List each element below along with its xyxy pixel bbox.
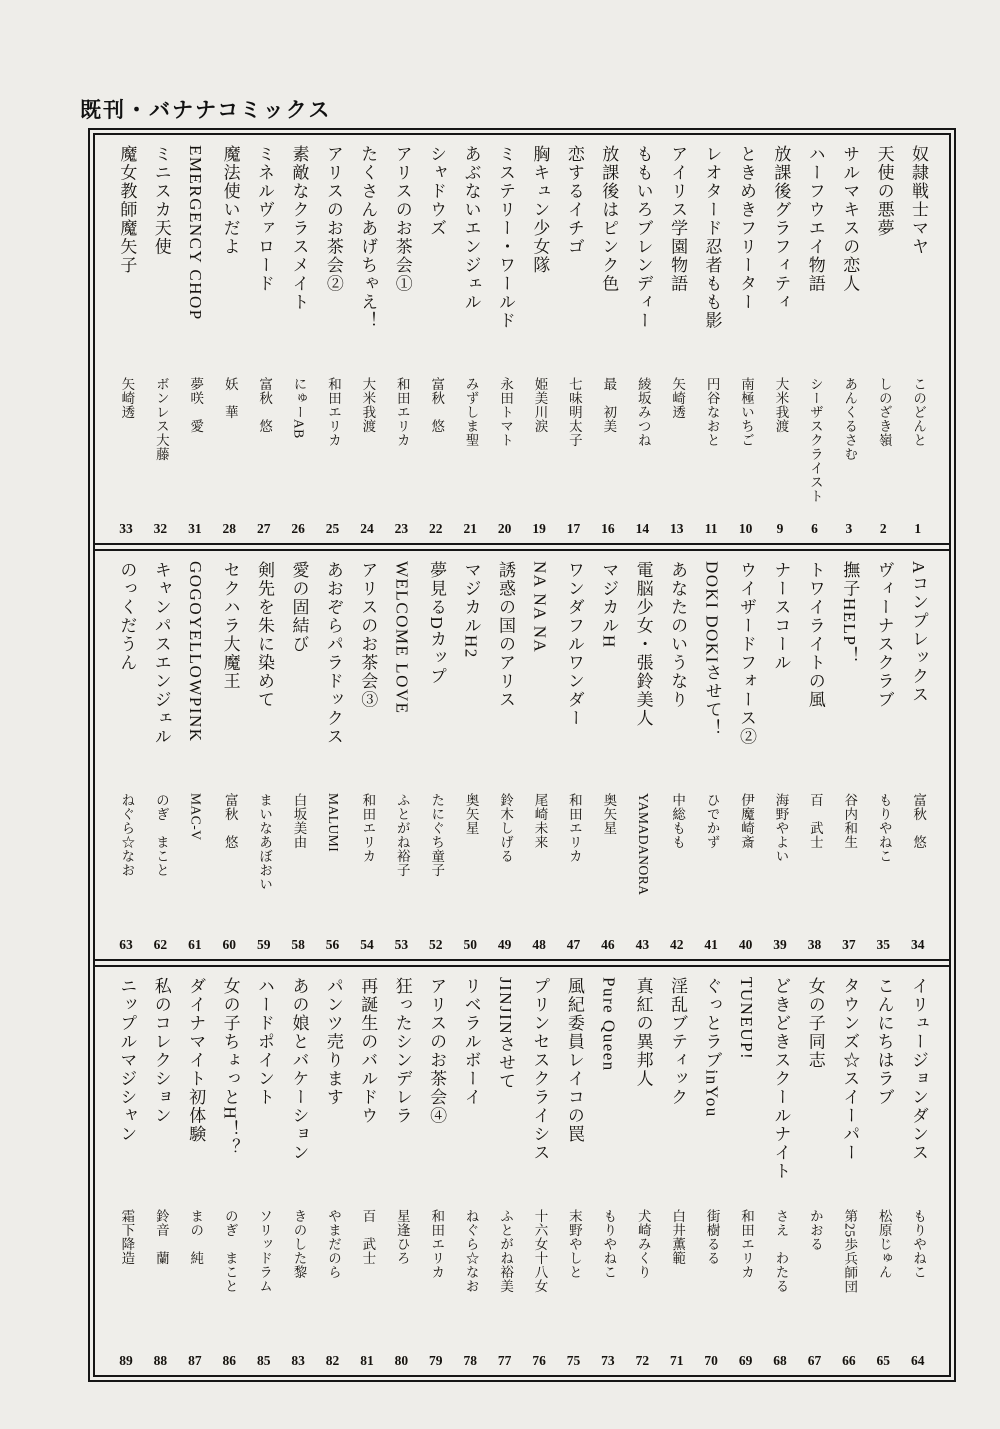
catalog-entry bbox=[318, 561, 348, 953]
book-title: プリンセスクライシス bbox=[530, 977, 550, 1162]
book-author: みずしま聖 bbox=[463, 377, 479, 447]
book-author: 妖 華 bbox=[222, 377, 238, 419]
book-title: ときめきフリーター bbox=[736, 145, 756, 312]
catalog-entry bbox=[662, 977, 692, 1369]
volume-number: 26 bbox=[291, 521, 305, 536]
book-title: レオタード忍者もも影 bbox=[702, 145, 722, 330]
volume-number: 75 bbox=[566, 1353, 581, 1368]
catalog-entry bbox=[318, 145, 348, 537]
catalog-entry bbox=[455, 145, 485, 537]
book-title: NA NA NA bbox=[530, 561, 550, 654]
volume-number: 82 bbox=[325, 1353, 340, 1368]
book-author: 和田エリカ bbox=[739, 1209, 755, 1279]
book-author: 鈴音 蘭 bbox=[153, 1209, 169, 1265]
catalog-entry bbox=[283, 977, 313, 1369]
volume-number: 6 bbox=[811, 521, 818, 536]
book-author: 矢崎透 bbox=[670, 377, 686, 419]
book-title: ワンダフルワンダー bbox=[564, 561, 584, 728]
volume-number: 71 bbox=[670, 1353, 684, 1368]
book-title: どきどきスクールナイト bbox=[771, 977, 791, 1181]
volume-number: 87 bbox=[188, 1353, 202, 1368]
book-author: 尾崎未来 bbox=[532, 793, 548, 849]
catalog-entry bbox=[386, 561, 416, 953]
catalog-entry bbox=[490, 561, 520, 953]
book-author: 白井薫範 bbox=[670, 1209, 686, 1265]
catalog-entry bbox=[111, 145, 141, 537]
book-title: 夢見るDカップ bbox=[427, 561, 447, 686]
catalog-entry bbox=[834, 977, 864, 1369]
book-title: ナースコール bbox=[771, 561, 791, 672]
catalog-entry bbox=[111, 561, 141, 953]
book-author: ボンレス大藤 bbox=[153, 377, 169, 461]
volume-number: 83 bbox=[291, 1353, 305, 1368]
catalog-entry bbox=[765, 977, 795, 1369]
book-author: 霜下降造 bbox=[119, 1209, 135, 1265]
volume-number: 1 bbox=[914, 521, 922, 536]
catalog-entry bbox=[352, 145, 382, 537]
book-title: 愛の固結び bbox=[289, 561, 309, 654]
book-title: サルマキスの恋人 bbox=[840, 145, 860, 293]
catalog-entry bbox=[455, 561, 485, 953]
catalog-entry bbox=[731, 561, 761, 953]
volume-number: 70 bbox=[704, 1353, 718, 1368]
book-author: 南極いちご bbox=[739, 377, 755, 447]
book-title: 撫子HELP！ bbox=[840, 561, 860, 665]
book-title: あの娘とバケーション bbox=[289, 977, 309, 1162]
volume-number: 2 bbox=[879, 521, 887, 536]
volume-number: 77 bbox=[497, 1353, 512, 1368]
catalog-entry bbox=[283, 145, 313, 537]
catalog-entry bbox=[180, 145, 210, 537]
volume-number: 10 bbox=[738, 521, 753, 536]
book-author: きのした黎 bbox=[291, 1209, 307, 1279]
book-author: もりやねこ bbox=[911, 1209, 927, 1279]
book-author: 犬崎みくり bbox=[635, 1209, 651, 1279]
book-author: 街樹るる bbox=[704, 1209, 720, 1265]
catalog-entry bbox=[558, 977, 588, 1369]
volume-number: 47 bbox=[566, 937, 581, 952]
book-author: 富秋 悠 bbox=[911, 793, 927, 849]
volume-number: 27 bbox=[256, 521, 271, 536]
catalog-entry bbox=[662, 145, 692, 537]
catalog-entry bbox=[524, 561, 554, 953]
book-author: 百 武士 bbox=[807, 793, 823, 849]
catalog-entry bbox=[421, 561, 451, 953]
book-author: かおる bbox=[807, 1209, 823, 1251]
book-title: GOGOYELLOWPINK bbox=[186, 561, 206, 743]
volume-number: 24 bbox=[360, 521, 374, 536]
book-author: 谷内和生 bbox=[842, 793, 858, 849]
book-title: ハードポイント bbox=[255, 977, 275, 1107]
catalog-entry bbox=[903, 977, 933, 1369]
catalog-entry bbox=[421, 977, 451, 1369]
volume-number: 17 bbox=[566, 521, 581, 536]
book-author: 星逢ひろ bbox=[394, 1209, 410, 1265]
book-title: EMERGENCY CHOP bbox=[186, 145, 206, 321]
book-title: ミニスカ天使 bbox=[151, 145, 171, 256]
volume-number: 72 bbox=[635, 1353, 650, 1368]
catalog-entry bbox=[180, 561, 210, 953]
volume-number: 48 bbox=[532, 937, 546, 952]
catalog-entry bbox=[696, 977, 726, 1369]
volume-number: 41 bbox=[704, 937, 718, 952]
volume-number: 34 bbox=[910, 937, 925, 952]
book-title: 放課後はピンク色 bbox=[599, 145, 619, 293]
book-author: にゅーAB bbox=[291, 377, 307, 439]
catalog-entry bbox=[386, 145, 416, 537]
book-title: WELCOME LOVE bbox=[392, 561, 412, 715]
volume-number: 13 bbox=[670, 521, 684, 536]
catalog-entry bbox=[249, 145, 279, 537]
catalog-entry bbox=[765, 145, 795, 537]
book-title: あなたのいうなり bbox=[668, 561, 688, 709]
book-title: ウイザードフォース② bbox=[736, 561, 756, 746]
catalog-entry bbox=[903, 561, 933, 953]
volume-number: 66 bbox=[842, 1353, 856, 1368]
book-title: アリスのお茶会① bbox=[392, 145, 412, 293]
volume-number: 9 bbox=[776, 521, 784, 536]
book-author: 和田エリカ bbox=[325, 377, 341, 447]
volume-number: 64 bbox=[910, 1353, 925, 1368]
volume-number: 38 bbox=[807, 937, 822, 952]
catalog-entry bbox=[696, 145, 726, 537]
catalog-entry bbox=[558, 561, 588, 953]
book-author: しのざき嶺 bbox=[876, 377, 892, 447]
catalog-entry bbox=[662, 561, 692, 953]
book-author: 和田エリカ bbox=[429, 1209, 445, 1279]
catalog-entry bbox=[731, 977, 761, 1369]
book-author: 和田エリカ bbox=[360, 793, 376, 863]
book-author: ねぐら☆なお bbox=[119, 793, 135, 877]
book-title: アリスのお茶会③ bbox=[358, 561, 378, 709]
volume-number: 42 bbox=[670, 937, 684, 952]
volume-number: 16 bbox=[601, 521, 615, 536]
book-title: アリスのお茶会② bbox=[323, 145, 343, 293]
book-title: イリュージョンダンス bbox=[909, 977, 929, 1162]
catalog-entry bbox=[145, 145, 175, 537]
book-title: Aコンプレックス bbox=[909, 561, 929, 705]
book-title: アリスのお茶会④ bbox=[427, 977, 447, 1125]
book-title: Pure Queen bbox=[599, 977, 619, 1072]
volume-number: 52 bbox=[429, 937, 443, 952]
catalog-entry bbox=[731, 145, 761, 537]
catalog-band-1 bbox=[95, 135, 949, 543]
catalog-entry bbox=[249, 561, 279, 953]
book-author: もりやねこ bbox=[601, 1209, 617, 1279]
book-author: シーザスクライスト bbox=[807, 377, 823, 503]
catalog-entry bbox=[799, 977, 829, 1369]
catalog-entry bbox=[524, 977, 554, 1369]
volume-number: 35 bbox=[876, 937, 891, 952]
volume-number: 20 bbox=[497, 521, 512, 536]
volume-number: 68 bbox=[773, 1353, 787, 1368]
book-title: 素敵なクラスメイト bbox=[289, 145, 309, 312]
volume-number: 14 bbox=[635, 521, 650, 536]
book-author: 矢崎透 bbox=[119, 377, 135, 419]
catalog-entry bbox=[627, 145, 657, 537]
catalog-entry bbox=[318, 977, 348, 1369]
book-title: 魔女教師魔矢子 bbox=[117, 145, 137, 275]
catalog-entry bbox=[593, 145, 623, 537]
volume-number: 46 bbox=[601, 937, 615, 952]
catalog-entry bbox=[283, 561, 313, 953]
book-author: このどんと bbox=[911, 377, 927, 447]
catalog-entry bbox=[352, 561, 382, 953]
book-author: MAC-V bbox=[188, 793, 204, 841]
volume-number: 76 bbox=[532, 1353, 546, 1368]
book-title: たくさんあげちゃえ！ bbox=[358, 145, 378, 330]
book-author: 和田エリカ bbox=[394, 377, 410, 447]
book-title: アイリス学園物語 bbox=[668, 145, 688, 293]
volume-number: 22 bbox=[429, 521, 443, 536]
catalog-entry bbox=[490, 145, 520, 537]
book-title: あおぞらパラドックス bbox=[323, 561, 343, 746]
book-title: DOKI DOKIさせて！ bbox=[702, 561, 722, 738]
book-author: まの 純 bbox=[188, 1209, 204, 1265]
volume-number: 37 bbox=[842, 937, 856, 952]
book-author: 松原じゅん bbox=[876, 1209, 892, 1279]
book-author: もりやねこ bbox=[876, 793, 892, 863]
book-author: 姫美川涙 bbox=[532, 377, 548, 433]
volume-number: 49 bbox=[497, 937, 512, 952]
book-author: のぎ まこと bbox=[222, 1209, 238, 1293]
book-title: キャンパスエンジェル bbox=[151, 561, 171, 746]
book-title: 風紀委員レイコの罠 bbox=[564, 977, 584, 1144]
volume-number: 3 bbox=[845, 521, 853, 536]
book-title: ももいろブレンディー bbox=[633, 145, 653, 330]
book-author: 第25歩兵師団 bbox=[842, 1209, 858, 1294]
catalog-entry bbox=[903, 145, 933, 537]
volume-number: 67 bbox=[807, 1353, 822, 1368]
volume-number: 60 bbox=[222, 937, 237, 952]
catalog-entry bbox=[627, 977, 657, 1369]
volume-number: 88 bbox=[153, 1353, 168, 1368]
book-title: ぐっとラブinYou bbox=[702, 977, 722, 1118]
book-author: ねぐら☆なお bbox=[463, 1209, 479, 1293]
volume-number: 40 bbox=[738, 937, 753, 952]
volume-number: 21 bbox=[463, 521, 477, 536]
volume-number: 80 bbox=[394, 1353, 409, 1368]
catalog-entry bbox=[627, 561, 657, 953]
book-author: のぎ まこと bbox=[153, 793, 169, 877]
volume-number: 89 bbox=[119, 1353, 133, 1368]
book-title: 真紅の異邦人 bbox=[633, 977, 653, 1088]
catalog-entry bbox=[111, 977, 141, 1369]
book-author: 奥矢星 bbox=[463, 793, 479, 835]
volume-number: 50 bbox=[463, 937, 477, 952]
book-title: ヴィーナスクラブ bbox=[874, 561, 894, 709]
book-title: こんにちはラブ bbox=[874, 977, 894, 1107]
catalog-entry bbox=[834, 145, 864, 537]
book-title: ハーフウエイ物語 bbox=[805, 145, 825, 293]
book-author: 鈴木しげる bbox=[498, 793, 514, 863]
book-author: 永田トマト bbox=[498, 377, 514, 447]
book-title: パンツ売ります bbox=[323, 977, 343, 1107]
volume-number: 23 bbox=[394, 521, 409, 536]
book-author: 円谷なおと bbox=[704, 377, 720, 447]
book-title: 魔法使いだよ bbox=[220, 145, 240, 256]
catalog-entry bbox=[799, 561, 829, 953]
book-title: あぶないエンジェル bbox=[461, 145, 481, 312]
book-title: 私のコレクション bbox=[151, 977, 171, 1125]
book-title: 胸キュン少女隊 bbox=[530, 145, 550, 275]
book-author: たにぐち童子 bbox=[429, 793, 445, 877]
catalog-entry bbox=[868, 561, 898, 953]
catalog-entry bbox=[352, 977, 382, 1369]
book-author: あんくるさむ bbox=[842, 377, 858, 461]
catalog-entry bbox=[765, 561, 795, 953]
book-title: 電脳少女・張鈴美人 bbox=[633, 561, 653, 728]
volume-number: 31 bbox=[188, 521, 202, 536]
book-author: 末野やしと bbox=[566, 1209, 582, 1279]
book-title: JINJINさせて bbox=[495, 977, 515, 1091]
volume-number: 33 bbox=[119, 521, 133, 536]
book-title: 女の子ちょっとH！？ bbox=[220, 977, 240, 1158]
volume-number: 73 bbox=[601, 1353, 615, 1368]
book-author: 大米我渡 bbox=[360, 377, 376, 433]
book-title: ニップルマジシャン bbox=[117, 977, 137, 1144]
book-author: 夢咲 愛 bbox=[188, 377, 204, 433]
book-author: 伊魔崎斎 bbox=[739, 793, 755, 849]
volume-number: 81 bbox=[360, 1353, 374, 1368]
catalog-entry bbox=[593, 561, 623, 953]
band-divider bbox=[95, 543, 949, 551]
book-title: マジカルH2 bbox=[461, 561, 481, 659]
volume-number: 54 bbox=[360, 937, 374, 952]
catalog-entry bbox=[834, 561, 864, 953]
catalog-frame bbox=[88, 128, 956, 1382]
book-title: ダイナマイト初体験 bbox=[186, 977, 206, 1144]
volume-number: 85 bbox=[256, 1353, 271, 1368]
volume-number: 59 bbox=[256, 937, 271, 952]
book-title: 狂ったシンデレラ bbox=[392, 977, 412, 1125]
book-title: 剣先を朱に染めて bbox=[255, 561, 275, 709]
book-title: 再誕生のバルドウ bbox=[358, 977, 378, 1125]
catalog-entry bbox=[558, 145, 588, 537]
volume-number: 58 bbox=[291, 937, 305, 952]
book-author: 奥矢星 bbox=[601, 793, 617, 835]
volume-number: 43 bbox=[635, 937, 650, 952]
book-author: ふとがね裕子 bbox=[394, 793, 410, 877]
catalog-entry bbox=[696, 561, 726, 953]
catalog-band-2 bbox=[95, 551, 949, 959]
book-title: 女の子同志 bbox=[805, 977, 825, 1070]
volume-number: 62 bbox=[153, 937, 168, 952]
volume-number: 65 bbox=[876, 1353, 891, 1368]
volume-number: 11 bbox=[704, 521, 718, 536]
volume-number: 53 bbox=[394, 937, 409, 952]
catalog-entry bbox=[868, 145, 898, 537]
volume-number: 56 bbox=[325, 937, 340, 952]
catalog-entry bbox=[455, 977, 485, 1369]
band-divider bbox=[95, 959, 949, 967]
volume-number: 19 bbox=[532, 521, 546, 536]
book-author: 海野やよい bbox=[773, 793, 789, 863]
book-title: のっくだうん bbox=[117, 561, 137, 672]
volume-number: 79 bbox=[429, 1353, 443, 1368]
volume-number: 39 bbox=[773, 937, 787, 952]
book-title: 誘惑の国のアリス bbox=[495, 561, 515, 709]
book-author: 富秋 悠 bbox=[429, 377, 445, 433]
volume-number: 61 bbox=[188, 937, 202, 952]
book-author: 大米我渡 bbox=[773, 377, 789, 433]
volume-number: 69 bbox=[738, 1353, 753, 1368]
book-author: 最 初美 bbox=[601, 377, 617, 433]
book-author: 百 武士 bbox=[360, 1209, 376, 1265]
book-title: ミステリー・ワールド bbox=[495, 145, 515, 330]
catalog-entry bbox=[868, 977, 898, 1369]
book-author: MALUMI bbox=[325, 793, 341, 853]
catalog-entry bbox=[214, 145, 244, 537]
volume-number: 63 bbox=[119, 937, 133, 952]
book-author: さえ わたる bbox=[773, 1209, 789, 1293]
book-title: ミネルヴァロード bbox=[255, 145, 275, 293]
book-author: 中総もも bbox=[670, 793, 686, 849]
book-author: ふとがね裕美 bbox=[498, 1209, 514, 1293]
book-title: シャドウズ bbox=[427, 145, 447, 238]
volume-number: 25 bbox=[325, 521, 340, 536]
book-author: 十六女十八女 bbox=[532, 1209, 548, 1293]
book-author: やまだのら bbox=[325, 1209, 341, 1279]
book-author: ソリッドラム bbox=[257, 1209, 273, 1293]
catalog-entry bbox=[593, 977, 623, 1369]
catalog-entry bbox=[799, 145, 829, 537]
book-title: マジカルH bbox=[599, 561, 619, 649]
catalog-entry bbox=[386, 977, 416, 1369]
catalog-entry bbox=[214, 977, 244, 1369]
volume-number: 86 bbox=[222, 1353, 237, 1368]
catalog-entry bbox=[145, 977, 175, 1369]
book-author: YAMADANORA bbox=[635, 793, 651, 896]
book-title: 奴隷戦士マヤ bbox=[909, 145, 929, 256]
volume-number: 32 bbox=[153, 521, 168, 536]
book-title: 天使の悪夢 bbox=[874, 145, 894, 238]
catalog-entry bbox=[145, 561, 175, 953]
catalog-entry bbox=[524, 145, 554, 537]
book-title: トワイライトの風 bbox=[805, 561, 825, 709]
book-title: セクハラ大魔王 bbox=[220, 561, 240, 691]
book-title: 淫乱ブティック bbox=[668, 977, 688, 1107]
catalog-entry bbox=[180, 977, 210, 1369]
page-title: 既刊・バナナコミックス bbox=[80, 99, 332, 122]
catalog-entry bbox=[214, 561, 244, 953]
book-author: 白坂美由 bbox=[291, 793, 307, 849]
catalog-entry bbox=[421, 145, 451, 537]
book-author: 和田エリカ bbox=[566, 793, 582, 863]
book-author: まいなあぼおい bbox=[257, 793, 273, 891]
book-author: 七味明太子 bbox=[566, 377, 582, 447]
volume-number: 78 bbox=[463, 1353, 477, 1368]
catalog-entry bbox=[249, 977, 279, 1369]
book-title: タウンズ☆スイーパー bbox=[840, 977, 860, 1162]
book-title: TUNEUP! bbox=[736, 977, 756, 1061]
book-title: リベラルボーイ bbox=[461, 977, 481, 1107]
book-title: 放課後グラフィティ bbox=[771, 145, 791, 312]
book-author: 富秋 悠 bbox=[257, 377, 273, 433]
book-author: 綾坂みつね bbox=[635, 377, 651, 447]
catalog-band-3 bbox=[95, 967, 949, 1375]
volume-number: 28 bbox=[222, 521, 237, 536]
book-title: 恋するイチゴ bbox=[564, 145, 584, 256]
book-author: ひでかず bbox=[704, 793, 720, 849]
catalog-entry bbox=[490, 977, 520, 1369]
book-author: 富秋 悠 bbox=[222, 793, 238, 849]
